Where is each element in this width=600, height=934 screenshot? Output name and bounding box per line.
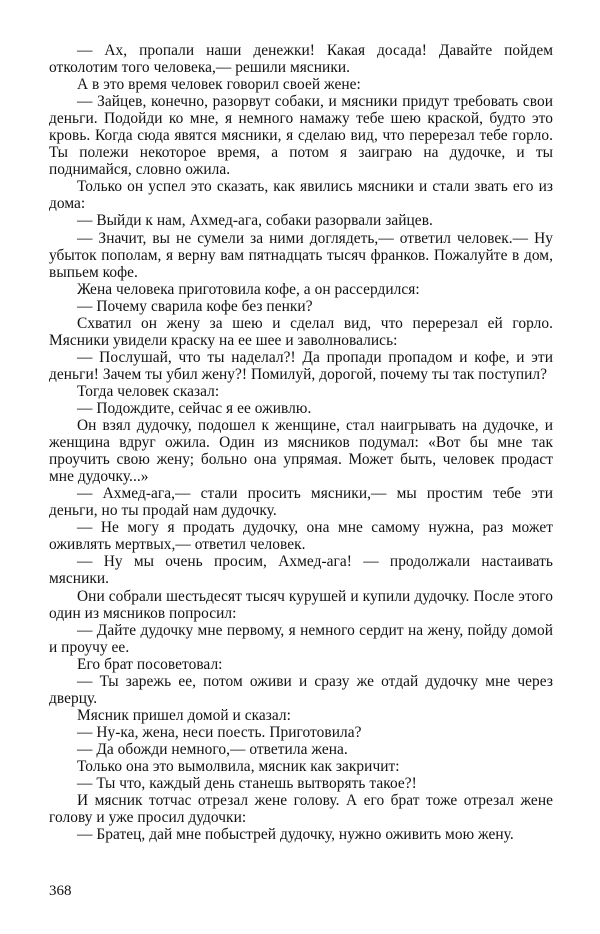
paragraph: Они собрали шестьдесят тысяч курушей и купили дудочку. После этого один из мясников попросил: xyxy=(49,587,553,622)
page-text xyxy=(49,42,553,843)
paragraph: — Не могу я продать дудочку, она мне самому нужна, раз может оживлять мертвых,— ответил человек. xyxy=(49,519,553,554)
paragraph: — Выйди к нам, Ахмед-ага, собаки разорвали зайцев. xyxy=(77,212,433,230)
paragraph: Тогда человек сказал: xyxy=(77,382,220,400)
paragraph: — Почему сварила кофе без пенки? xyxy=(77,297,313,315)
paragraph: — Да обожди немного,— ответила жена. xyxy=(77,740,348,758)
paragraph: Только она это вымолвила, мясник как закричит: xyxy=(77,757,400,775)
paragraph: — Ты что, каждый день станешь вытворять такое?! xyxy=(77,775,417,793)
paragraph: — Дайте дудочку мне первому, я немного сердит на жену, пойду домой и проучу ее. xyxy=(49,621,553,656)
paragraph: А в это время человек говорил своей жене: xyxy=(77,76,361,94)
paragraph: — Послушай, что ты наделал?! Да пропади пропадом и кофе, и эти деньги! Зачем ты убил жену?! Помилуй, дорогой, почему ты так поступил? xyxy=(49,348,553,383)
paragraph: Схватил он жену за шею и сделал вид, что перерезал ей горло. Мясники увидели краску на ее шее и заволновались: xyxy=(49,314,553,349)
paragraph: Жена человека приготовила кофе, а он рассердился: xyxy=(77,280,420,298)
paragraph: Он взял дудочку, подошел к женщине, стал наигрывать на дудочке, и женщина вдруг ожила. Один из мясников подумал: «Вот бы мне так проучить свою жену; больно она упрямая. Может быть, человек продаст мне дудочку...» xyxy=(49,417,553,486)
paragraph: Его брат посоветовал: xyxy=(77,655,223,673)
paragraph: — Подождите, сейчас я ее оживлю. xyxy=(77,399,312,417)
paragraph: — Ахмед-ага,— стали просить мясники,— мы простим тебе эти деньги, но ты продай нам дудочку. xyxy=(49,485,553,520)
paragraph: — Значит, вы не сумели за ними доглядеть,— ответил человек.— Ну убыток пополам, я верну вам пятнадцать тысяч франков. Пожалуйте в дом, выпьем кофе. xyxy=(49,229,553,281)
paragraph: — Братец, дай мне побыстрей дудочку, нужно оживить мою жену. xyxy=(77,826,514,844)
paragraph: — Ну мы очень просим, Ахмед-ага! — продолжали настаивать мясники. xyxy=(49,553,553,588)
paragraph: — Ах, пропали наши денежки! Какая досада! Давайте пойдем отколотим того человека,— решили мясники. xyxy=(49,42,553,77)
paragraph: И мясник тотчас отрезал жене голову. А его брат тоже отрезал жене голову и уже просил дудочки: xyxy=(49,792,553,827)
page-number: 368 xyxy=(49,883,72,899)
paragraph: — Ну-ка, жена, неси поесть. Приготовила? xyxy=(77,723,362,741)
paragraph: Мясник пришел домой и сказал: xyxy=(77,706,291,724)
paragraph: — Зайцев, конечно, разорвут собаки, и мясники придут требовать свои деньги. Подойди ко мне, я немного намажу тебе шею краской, будто это кровь. Когда сюда явятся мясники, я сделаю вид, что перерезал тебе горло. Ты полежи некоторое время, а потом я заиграю на дудочке, и ты поднимайся, словно ожила. xyxy=(49,93,553,179)
paragraph: Только он успел это сказать, как явились мясники и стали звать его из дома: xyxy=(49,178,553,213)
paragraph: — Ты зарежь ее, потом оживи и сразу же отдай дудочку мне через дверцу. xyxy=(49,672,553,707)
